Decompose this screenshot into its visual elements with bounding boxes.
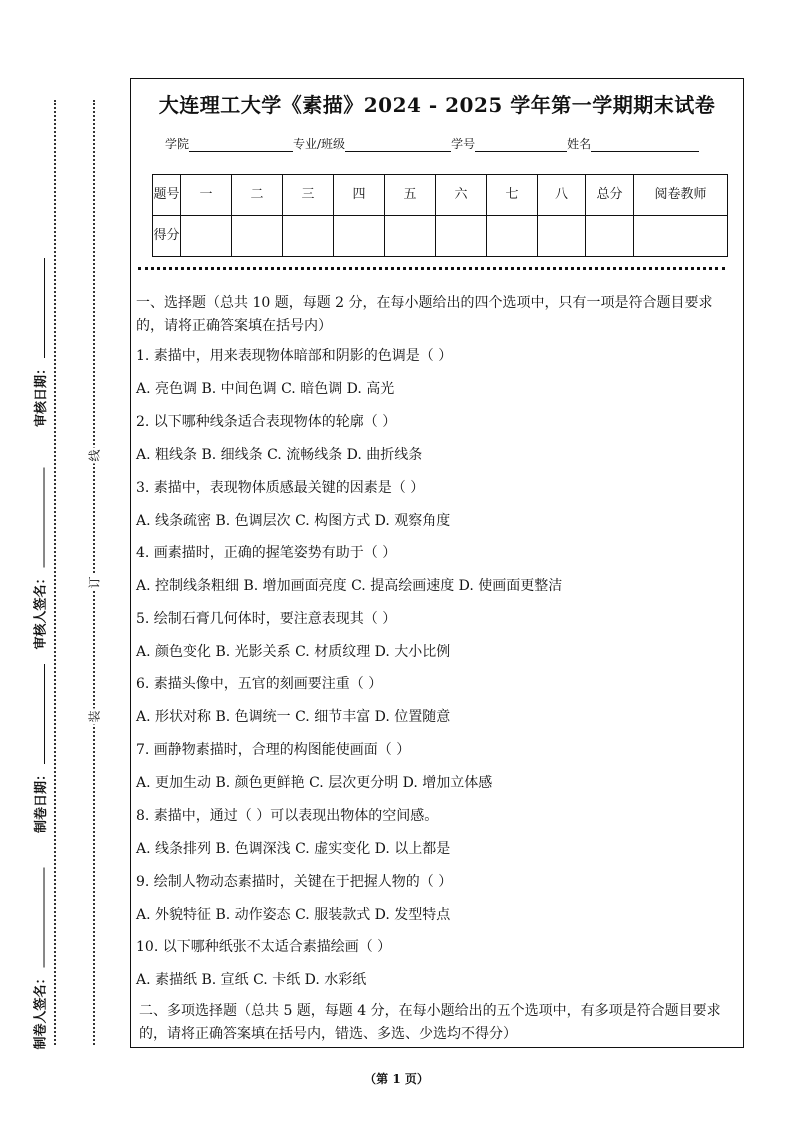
score-cell[interactable] <box>283 216 334 257</box>
college-field[interactable] <box>189 137 293 152</box>
page-number: （第 1 页） <box>364 1072 429 1086</box>
score-cell[interactable] <box>181 216 232 257</box>
score-table-header-row <box>153 175 728 216</box>
question-options: A. 更加生动 B. 颜色更鲜艳 C. 层次更分明 D. 增加立体感 <box>136 775 493 791</box>
question-text: 6. 素描头像中，五官的刻画要注重（ ） <box>136 676 383 692</box>
score-cell[interactable] <box>334 216 385 257</box>
binding-char-line: 线 <box>87 449 102 462</box>
exam-title: 大连理工大学《素描》2024 - 2025 学年第一学期期末试卷 <box>158 93 716 117</box>
question-options: A. 亮色调 B. 中间色调 C. 暗色调 D. 高光 <box>136 381 395 397</box>
name-label: 姓名 <box>567 137 592 151</box>
student-id-field[interactable] <box>475 137 567 152</box>
reviewer-signature-label: 审核人签名： <box>33 570 49 650</box>
major-class-label: 专业/班级 <box>293 137 346 151</box>
question-text: 1. 素描中，用来表现物体暗部和阴影的色调是（ ） <box>136 348 453 364</box>
question-options: A. 粗线条 B. 细线条 C. 流畅线条 D. 曲折线条 <box>136 447 423 463</box>
score-row-label: 得分 <box>153 216 181 257</box>
question-text: 9. 绘制人物动态素描时，关键在于把握人物的（ ） <box>136 874 453 890</box>
compiler-signature-label: 制卷人签名： <box>33 970 49 1050</box>
compile-date-label: 制卷日期： <box>33 767 49 833</box>
reviewer-signature-field[interactable] <box>14 538 64 650</box>
question-options: A. 外貌特征 B. 动作姿态 C. 服装款式 D. 发型特点 <box>136 907 451 923</box>
college-label: 学院 <box>165 137 190 151</box>
compiler-signature-field[interactable] <box>14 938 64 1050</box>
name-field[interactable] <box>591 137 699 152</box>
exam-frame <box>130 78 744 1048</box>
score-cell[interactable] <box>232 216 283 257</box>
table-header-cell: 八 <box>538 175 586 216</box>
review-date-label: 审核日期： <box>33 361 49 427</box>
student-info-row <box>165 135 699 152</box>
question-text: 10. 以下哪种纸张不太适合素描绘画（ ） <box>136 939 392 955</box>
score-cell[interactable] <box>538 216 586 257</box>
binding-line-inner <box>93 100 95 1045</box>
question-text: 4. 画素描时，正确的握笔姿势有助于（ ） <box>136 545 397 561</box>
table-header-cell: 四 <box>334 175 385 216</box>
score-cell[interactable] <box>634 216 728 257</box>
binding-char-bind: 装 <box>87 710 102 723</box>
table-header-cell: 总分 <box>586 175 634 216</box>
score-cell[interactable] <box>385 216 436 257</box>
compile-date-line[interactable] <box>34 663 45 763</box>
table-header-cell: 阅卷教师 <box>634 175 728 216</box>
review-date-field[interactable] <box>14 322 64 427</box>
major-class-field[interactable] <box>345 137 451 152</box>
binding-char-staple: 订 <box>87 576 102 589</box>
table-header-cell: 六 <box>436 175 487 216</box>
table-header-cell: 三 <box>283 175 334 216</box>
score-cell[interactable] <box>487 216 538 257</box>
question-text: 2. 以下哪种线条适合表现物体的轮廓（ ） <box>136 414 397 430</box>
table-header-cell: 二 <box>232 175 283 216</box>
student-id-label: 学号 <box>451 137 476 151</box>
reviewer-signature-line[interactable] <box>34 467 45 567</box>
review-date-line[interactable] <box>34 257 45 357</box>
score-cell[interactable] <box>436 216 487 257</box>
table-header-cell: 七 <box>487 175 538 216</box>
question-options: A. 线条排列 B. 色调深浅 C. 虚实变化 D. 以上都是 <box>136 841 451 857</box>
dotted-separator <box>138 267 725 270</box>
score-table <box>152 174 728 257</box>
table-header-cell: 一 <box>181 175 232 216</box>
compiler-signature-line[interactable] <box>34 867 45 967</box>
table-header-cell: 五 <box>385 175 436 216</box>
question-options: A. 控制线条粗细 B. 增加画面亮度 C. 提高绘画速度 D. 使画面更整洁 <box>136 578 563 594</box>
question-options: A. 形状对称 B. 色调统一 C. 细节丰富 D. 位置随意 <box>136 709 451 725</box>
score-cell[interactable] <box>586 216 634 257</box>
question-text: 7. 画静物素描时，合理的构图能使画面（ ） <box>136 742 411 758</box>
question-text: 5. 绘制石膏几何体时，要注意表现其（ ） <box>136 611 397 627</box>
question-text: 8. 素描中，通过（ ）可以表现出物体的空间感。 <box>136 808 439 824</box>
table-header-cell: 题号 <box>153 175 181 216</box>
section1-heading: 一、选择题（总共 10 题，每题 2 分，在每小题给出的四个选项中，只有一项是符合题目要求的，请将正确答案填在括号内） <box>136 295 713 334</box>
section2-heading: 二、多项选择题（总共 5 题，每题 4 分，在每小题给出的五个选项中，有多项是符合题目要求的，请将正确答案填在括号内，错选、多选、少选均不得分） <box>139 1003 721 1042</box>
compile-date-field[interactable] <box>14 728 64 833</box>
question-options: A. 线条疏密 B. 色调层次 C. 构图方式 D. 观察角度 <box>136 513 451 529</box>
score-table-score-row <box>153 216 728 257</box>
question-options: A. 颜色变化 B. 光影关系 C. 材质纹理 D. 大小比例 <box>136 644 451 660</box>
question-options: A. 素描纸 B. 宣纸 C. 卡纸 D. 水彩纸 <box>136 972 367 988</box>
question-text: 3. 素描中，表现物体质感最关键的因素是（ ） <box>136 480 425 496</box>
